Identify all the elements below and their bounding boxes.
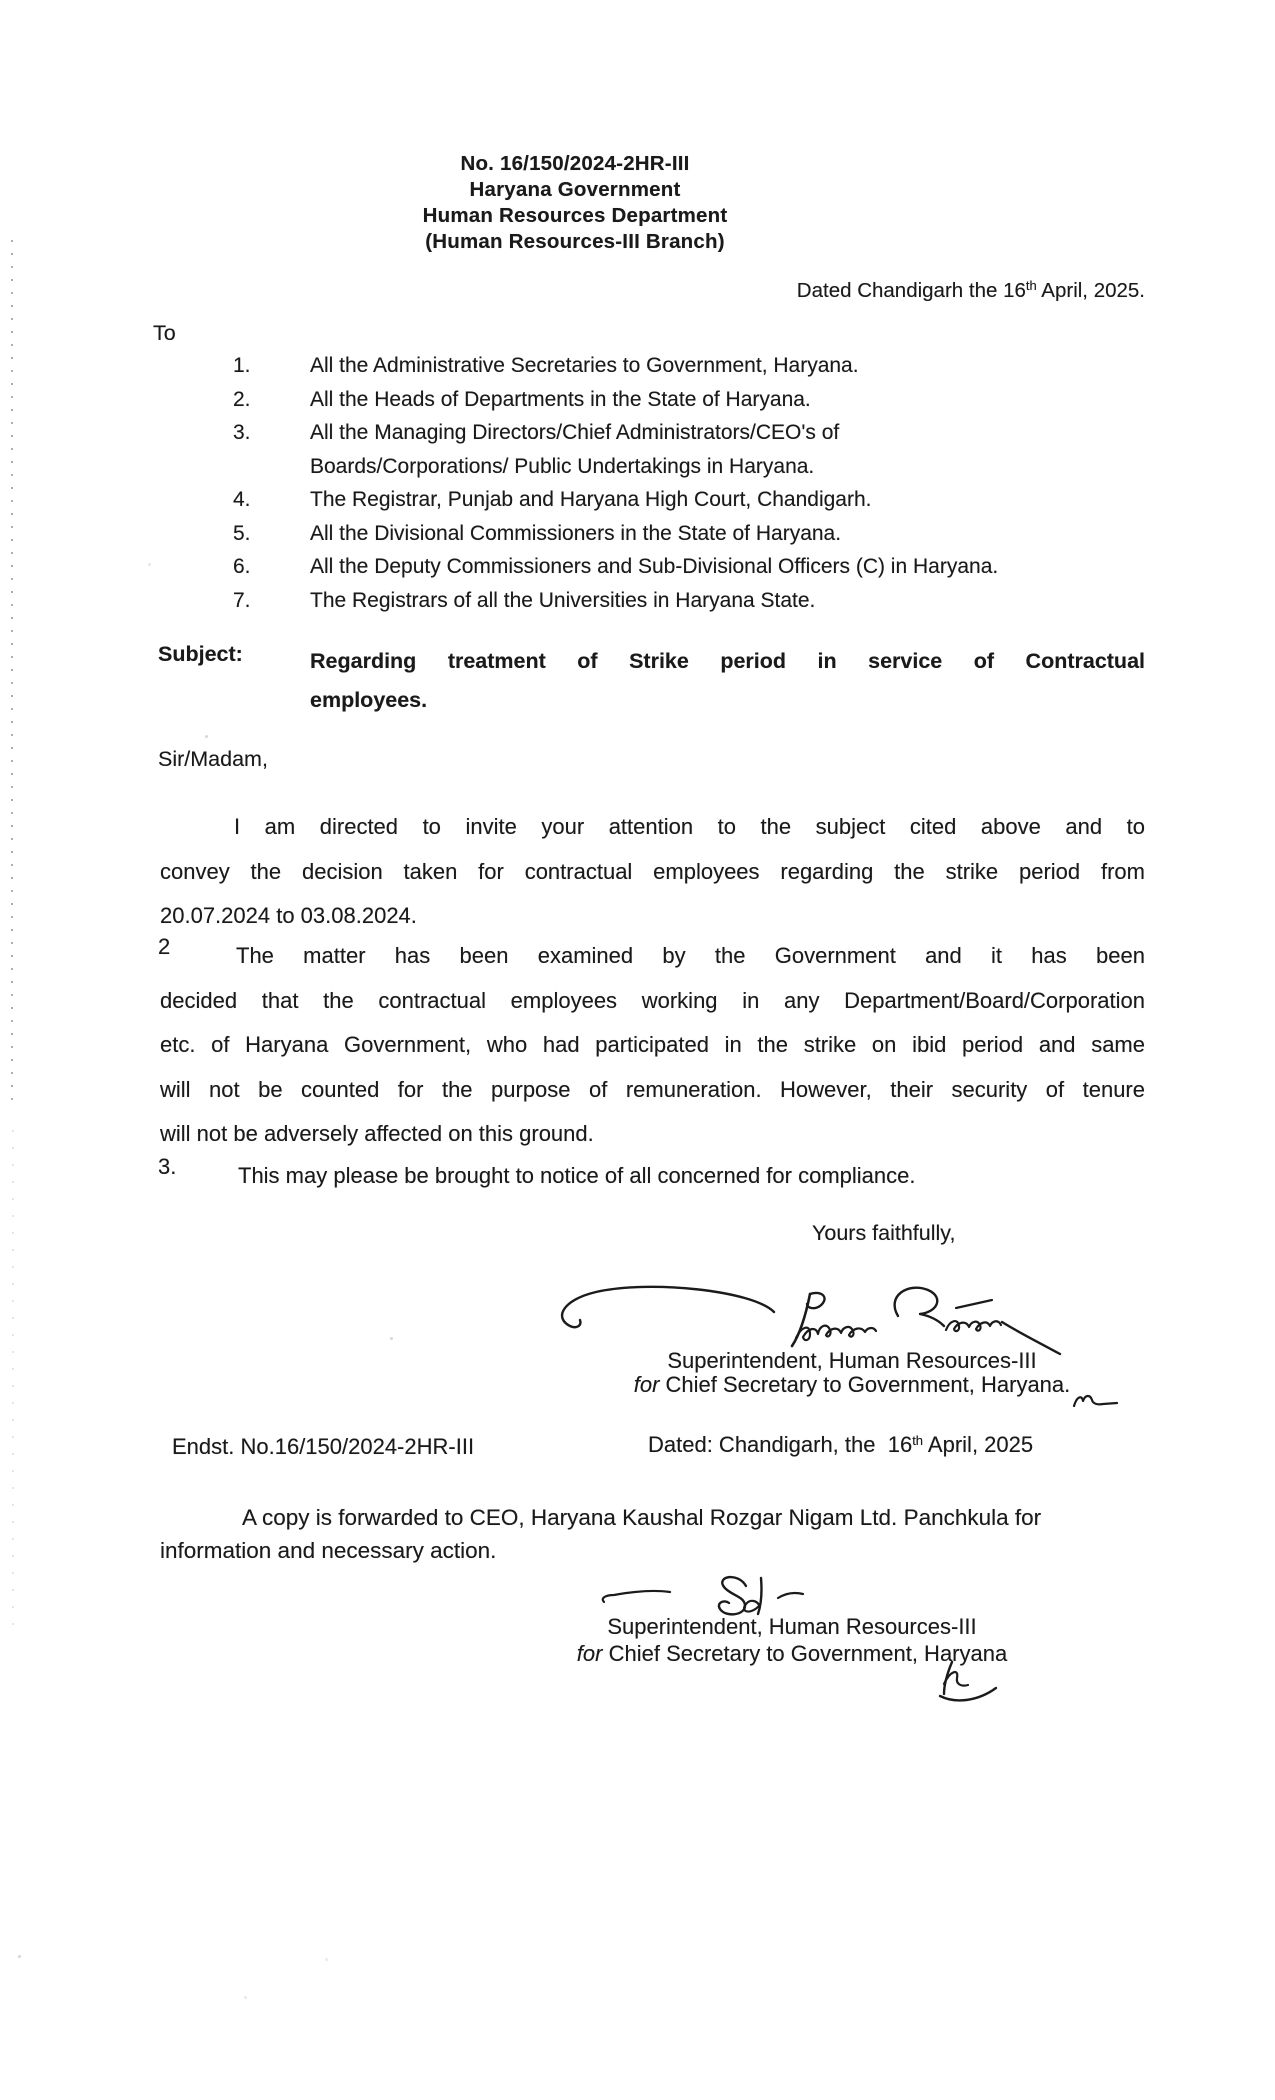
addressee-row [233,550,1183,584]
addressee-number: 3. [233,421,251,444]
addressee-number: 5. [233,521,251,545]
paragraph-line: A copy is forwarded to CEO, Haryana Kaushal Rozgar Nigam Ltd. Panchkula for [242,1505,1042,1530]
subject-label: Subject: [158,642,243,666]
addressee-text: All the Divisional Commissioners in the State of Haryana. [310,521,842,545]
addressee-row [233,383,1183,417]
date-ordinal-superscript: th [1025,278,1037,293]
paragraph-2-number: 2 [158,934,171,959]
addressee-row [233,349,1183,383]
authority-text: Chief Secretary to Government, Haryana [608,1641,1008,1666]
for-word: for [633,1372,660,1397]
addressee-text-line: All the Managing Directors/Chief Administrators/CEO's of [310,421,840,444]
addressee-row [233,584,1183,618]
addressee-number: 1. [233,354,251,377]
issue-date-text: Dated Chandigarh the 16 [796,279,1026,302]
body-paragraph-2 [160,934,1145,1157]
endorsement-date-text: Dated: Chandigarh, the 16 [648,1432,913,1457]
paragraph-line: etc. of Haryana Government, who had participated in the strike on ibid period and same [160,1032,1145,1057]
scan-speck [244,1996,247,1999]
body-paragraph-3 [160,1154,1145,1199]
signatory-authority [592,1373,1112,1397]
scan-speck [18,1955,21,1958]
scan-edge-dots [11,240,13,1110]
addressee-row [233,483,1183,517]
closing-phrase: Yours faithfully, [812,1221,956,1245]
scan-speck [325,1958,328,1961]
copy-forwarded-paragraph [160,1502,1150,1567]
addressee-text [310,416,1183,483]
government-name: Haryana Government [469,178,681,201]
department-name: Human Resources Department [422,204,728,227]
body-paragraph-1 [160,805,1145,939]
salutation: Sir/Madam, [158,747,268,771]
for-word: for [576,1641,603,1666]
addressee-list [233,349,1183,617]
letterhead [275,151,875,255]
endorsement-date-superscript: th [912,1433,924,1448]
flourish-squiggle-icon [936,1656,1000,1702]
addressee-number: 2. [233,387,251,411]
authority-text: Chief Secretary to Government, Haryana. [665,1372,1071,1397]
paragraph-line: will not be adversely affected on this ground. [160,1121,594,1146]
signatory-title: Superintendent, Human Resources-III [667,1348,1037,1373]
addressee-text: All the Deputy Commissioners and Sub-Divisional Officers (C) in Haryana. [310,555,999,578]
initials-squiggle-icon [1070,1390,1120,1412]
addressee-text: The Registrar, Punjab and Haryana High Court, Chandigarh. [310,488,872,511]
branch-name: (Human Resources-III Branch) [425,230,725,253]
addressee-text: The Registrars of all the Universities in Haryana State. [310,588,816,612]
endorsement-date [648,1432,1033,1458]
scan-speck [390,1337,393,1340]
signatory-block-1 [592,1349,1112,1397]
paragraph-line: This may please be brought to notice of all concerned for compliance. [238,1163,916,1188]
scan-speck [205,735,208,738]
subject-text-line: employees. [310,687,428,712]
scan-edge-dots-lower [12,1130,14,1630]
endorsement-number: Endst. No.16/150/2024-2HR-III [172,1434,475,1459]
addressee-text: All the Heads of Departments in the State of Haryana. [310,387,811,411]
addressee-row [233,416,1183,483]
paragraph-line: will not be counted for the purpose of remuneration. However, their security of tenure [160,1076,1145,1102]
paragraph-line: decided that the contractual employees working in any Department/Board/Corporation [160,987,1145,1013]
addressee-number: 4. [233,488,251,511]
addressee-number: 6. [233,555,251,578]
signatory-title: Superintendent, Human Resources-III [607,1614,977,1639]
scan-speck [148,563,151,566]
issue-date-text-end: April, 2025. [1036,279,1145,302]
paragraph-line: convey the decision taken for contractual employees regarding the strike period from [160,858,1145,884]
subject-text [310,642,1145,719]
paragraph-line: The matter has been examined by the Government and it has been [236,943,1145,968]
addressee-text: All the Administrative Secretaries to Government, Haryana. [310,354,859,377]
addressee-row [233,517,1183,551]
subject-text-line: Regarding treatment of Strike period in service of Contractual [310,649,1145,673]
issue-date-line [797,279,1145,303]
paragraph-line: information and necessary action. [160,1537,497,1563]
addressee-number: 7. [233,588,251,612]
addressee-text-line: Boards/Corporations/ Public Undertakings in Haryana. [310,454,815,478]
to-label: To [153,321,176,345]
endorsement-date-text-end: April, 2025 [923,1432,1034,1457]
paragraph-3-number: 3. [158,1154,177,1179]
paragraph-line: 20.07.2024 to 03.08.2024. [160,903,417,928]
paragraph-line: I am directed to invite your attention to the subject cited above and to [234,814,1145,839]
reference-number: No. 16/150/2024-2HR-III [460,152,690,175]
